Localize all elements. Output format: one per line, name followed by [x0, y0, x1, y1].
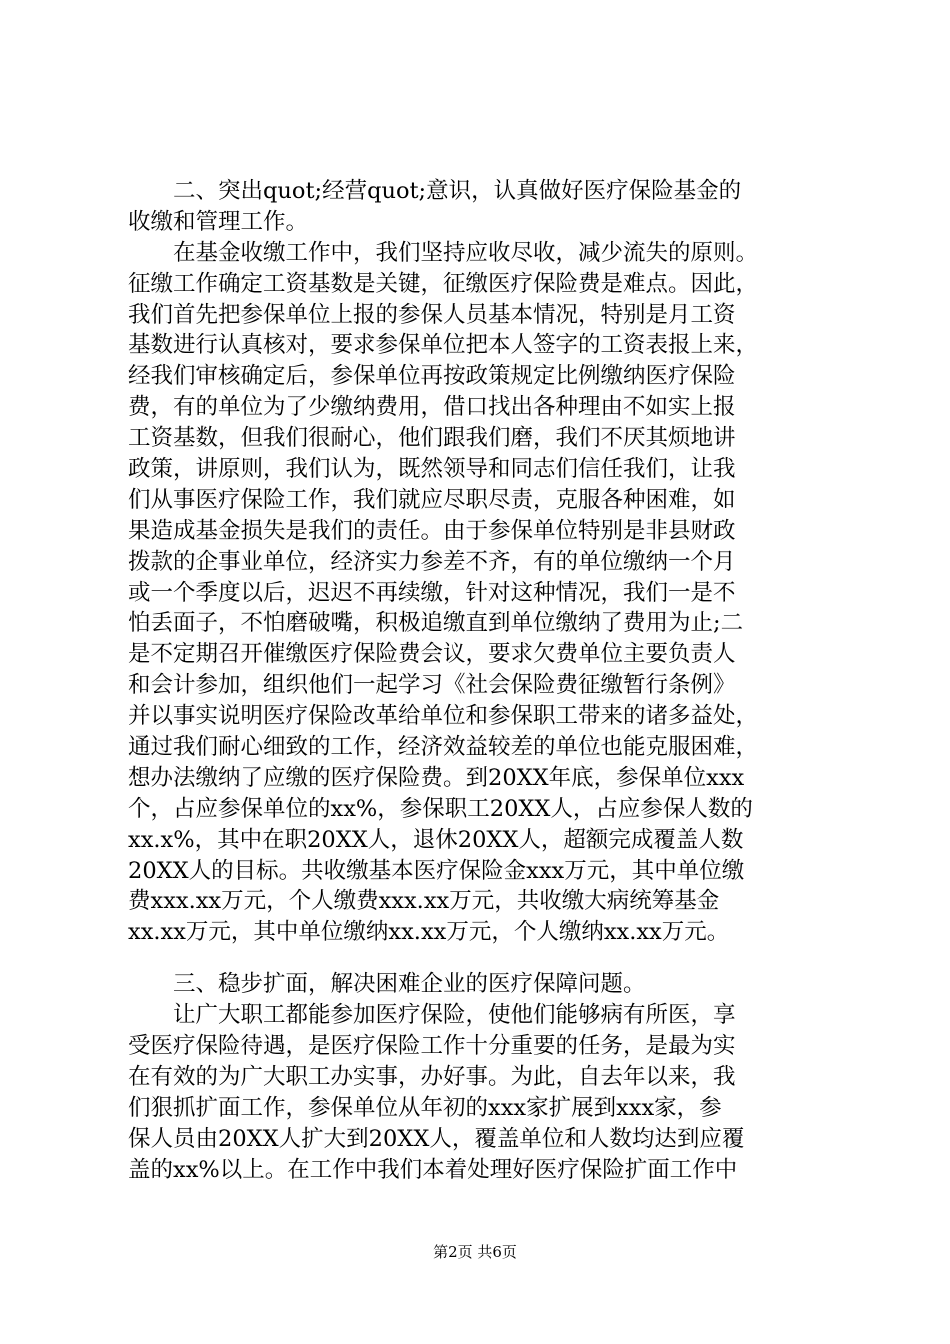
text-line: 果造成基金损失是我们的责任。由于参保单位特别是非县财政 [128, 517, 736, 544]
text-line: 是不定期召开催缴医疗保险费会议，要求欠费单位主要负责人 [128, 641, 736, 668]
text-line: 们从事医疗保险工作，我们就应尽职尽责，克服各种困难，如 [128, 486, 736, 513]
text-line: 怕丢面子，不怕磨破嘴，积极追缴直到单位缴纳了费用为止;二 [128, 610, 744, 637]
text-line: 收缴和管理工作。 [128, 208, 309, 235]
text-line: 三、稳步扩面，解决困难企业的医疗保障问题。 [128, 971, 646, 998]
text-line: 我们首先把参保单位上报的参保人员基本情况，特别是月工资 [128, 301, 736, 328]
document-body [128, 176, 828, 1186]
text-line: 政策，讲原则，我们认为，既然领导和同志们信任我们，让我 [128, 456, 736, 483]
text-line: 让广大职工都能参加医疗保险，使他们能够病有所医，享 [128, 1002, 736, 1029]
text-line: 通过我们耐心细致的工作，经济效益较差的单位也能克服困难， [128, 734, 759, 761]
document-section [128, 176, 828, 948]
text-line: 盖的xx%以上。在工作中我们本着处理好医疗保险扩面工作中 [128, 1156, 738, 1183]
text-line: 个，占应参保单位的xx%，参保职工20XX人，占应参保人数的 [128, 795, 753, 822]
text-line: xx.xx万元，其中单位缴纳xx.xx万元，个人缴纳xx.xx万元。 [128, 919, 730, 946]
text-line: 20XX人的目标。共收缴基本医疗保险金xxx万元，其中单位缴 [128, 857, 745, 884]
text-line: 在基金收缴工作中，我们坚持应收尽收，减少流失的原则。 [128, 239, 759, 266]
text-line: 或一个季度以后，迟迟不再续缴，针对这种情况，我们一是不 [128, 579, 736, 606]
text-line: 在有效的为广大职工办实事，办好事。为此，自去年以来，我 [128, 1063, 736, 1090]
text-line: 工资基数，但我们很耐心，他们跟我们磨，我们不厌其烦地讲 [128, 425, 736, 452]
text-line: 征缴工作确定工资基数是关键，征缴医疗保险费是难点。因此， [128, 270, 759, 297]
text-line: xx.x%，其中在职20XX人，退休20XX人，超额完成覆盖人数 [128, 826, 744, 853]
section-gap [128, 948, 828, 969]
text-line: 保人员由20XX人扩大到20XX人，覆盖单位和人数均达到应覆 [128, 1125, 745, 1152]
document-section [128, 969, 828, 1185]
text-line: 费，有的单位为了少缴纳费用，借口找出各种理由不如实上报 [128, 394, 736, 421]
text-line: 二、突出quot;经营quot;意识，认真做好医疗保险基金的 [128, 178, 742, 204]
page-footer: 第2页 共6页 [433, 1243, 517, 1261]
text-line: 受医疗保险待遇，是医疗保险工作十分重要的任务，是最为实 [128, 1033, 736, 1060]
text-line: 和会计参加，组织他们一起学习《社会保险费征缴暂行条例》 [128, 672, 736, 699]
text-line: 费xxx.xx万元，个人缴费xxx.xx万元，共收缴大病统筹基金 [128, 888, 720, 915]
text-line: 经我们审核确定后，参保单位再按政策规定比例缴纳医疗保险 [128, 363, 736, 390]
text-line: 基数进行认真核对，要求参保单位把本人签字的工资表报上来， [128, 332, 759, 359]
text-line: 拨款的企事业单位，经济实力参差不齐，有的单位缴纳一个月 [128, 548, 736, 575]
text-line: 们狠抓扩面工作，参保单位从年初的xxx家扩展到xxx家，参 [128, 1094, 722, 1121]
text-line: 并以事实说明医疗保险改革给单位和参保职工带来的诸多益处， [128, 703, 759, 730]
text-line: 想办法缴纳了应缴的医疗保险费。到20XX年底，参保单位xxx [128, 764, 745, 791]
